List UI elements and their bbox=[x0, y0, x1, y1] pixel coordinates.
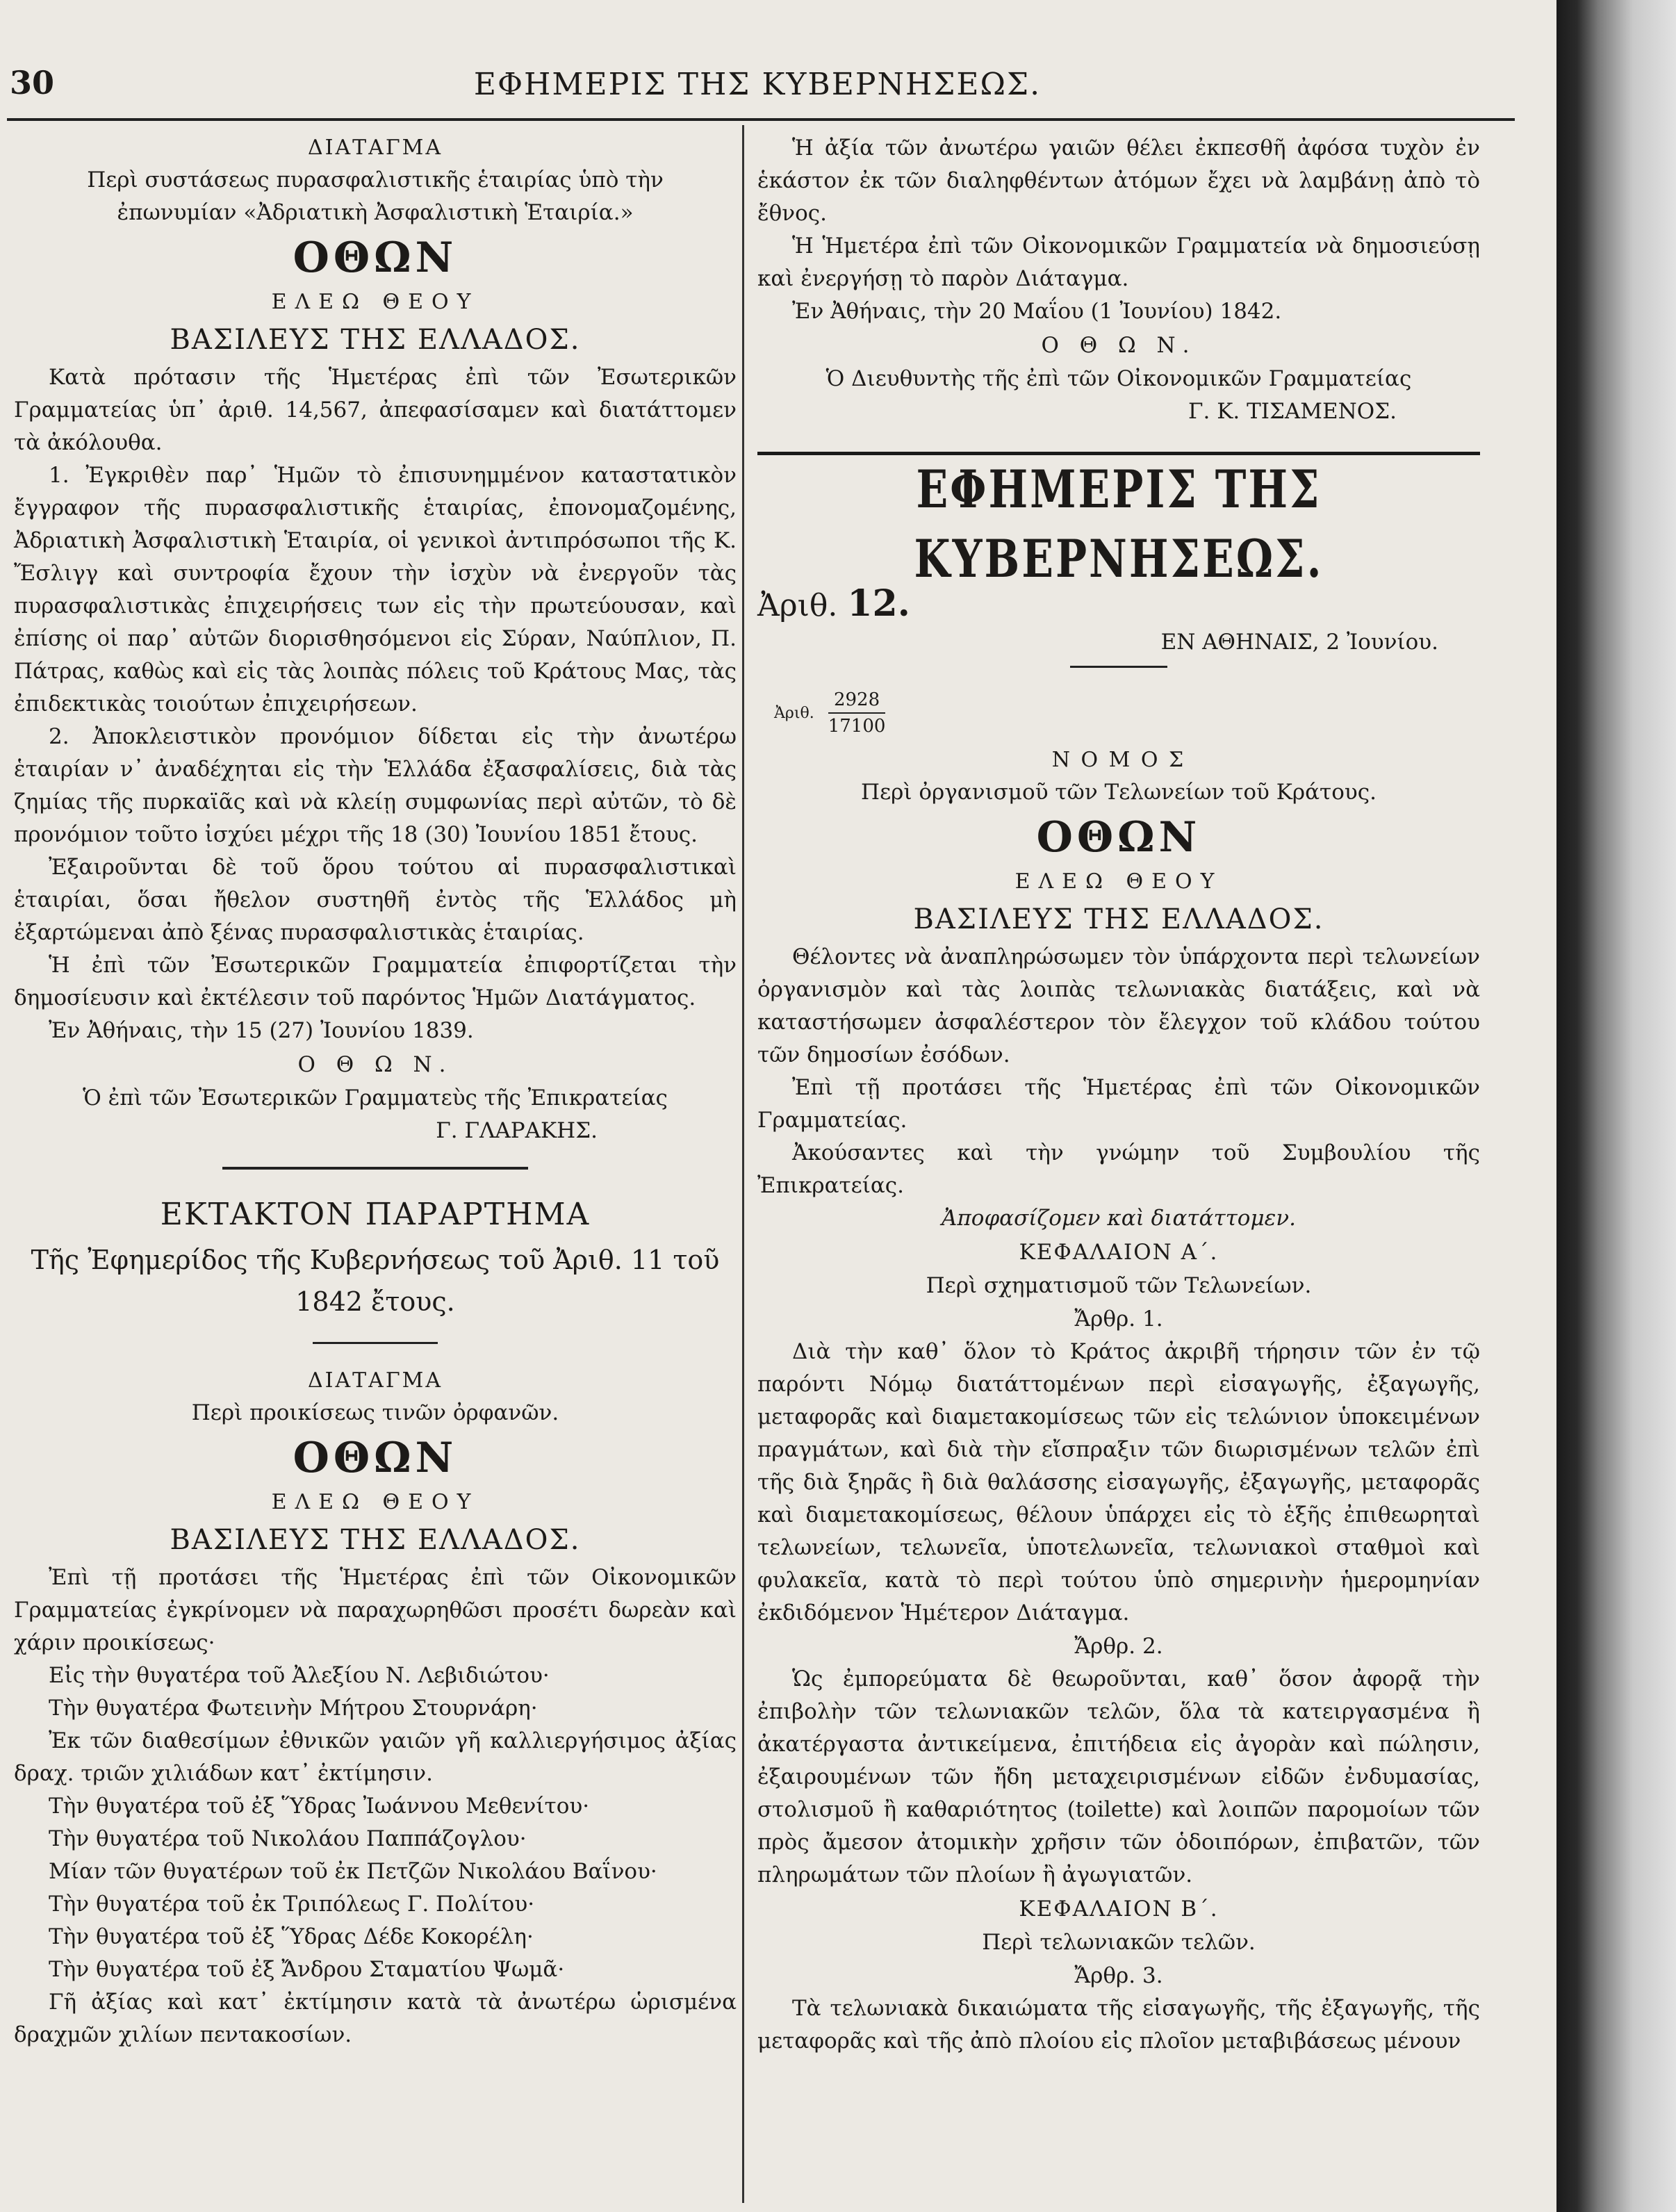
page-number: 30 bbox=[10, 64, 55, 101]
law-grace: ΕΛΕΩ ΘΕΟΥ bbox=[1014, 869, 1223, 894]
supplement-subtitle-l2: 1842 ἔτους. bbox=[295, 1286, 455, 1317]
cont-date: Ἐν Ἀθήναις, τὴν 20 Μαΐου (1 Ἰουνίου) 1842. bbox=[792, 299, 1282, 324]
decree2-grace: ΕΛΕΩ ΘΕΟΥ bbox=[271, 1490, 479, 1514]
law-subject: Περὶ ὀργανισμοῦ τῶν Τελωνείων τοῦ Κράτους. bbox=[861, 780, 1377, 805]
decree1-grace: ΕΛΕΩ ΘΕΟΥ bbox=[271, 290, 479, 314]
decree1-minister-name: Γ. ΓΛΑΡΑΚΗΣ. bbox=[436, 1118, 598, 1143]
reference-label: Ἀριθ. bbox=[774, 704, 814, 722]
place-date: ΕΝ ΑΘΗΝΑΙΣ, 2 Ἰουνίου. bbox=[1160, 630, 1438, 655]
decree1-minister-title: Ὁ ἐπὶ τῶν Ἐσωτερικῶν Γραμματεὺς τῆς Ἐπικρατείας bbox=[83, 1085, 668, 1111]
decree2-king: ΟΘΩΝ bbox=[293, 1434, 458, 1482]
fraction-bar bbox=[828, 712, 886, 714]
decree2-basileus: ΒΑΣΙΛΕΥΣ ΤΗΣ ΕΛΛΑΔΟΣ. bbox=[170, 1524, 581, 1556]
reference-bottom: 17100 bbox=[828, 716, 886, 737]
law-king: ΟΘΩΝ bbox=[1036, 813, 1201, 862]
decree1-heading: ΔΙΑΤΑΓΜΑ bbox=[307, 136, 443, 160]
decree2-line: Ἐκ τῶν διαθεσίμων ἐθνικῶν γαιῶν γῆ καλλιεργήσιμος ἀξίας δραχ. τριῶν χιλιάδων κατ᾿ ἐκτίμησιν. bbox=[14, 1728, 737, 1786]
cont-signature: Ο Θ Ω Ν. bbox=[1041, 333, 1197, 358]
issue-short-rule bbox=[1070, 666, 1167, 668]
cont-charge: Ἡ Ἡμετέρα ἐπὶ τῶν Οἰκονομικῶν Γραμματεία νὰ δημοσιεύσῃ καὶ ἐνεργήσῃ τὸ παρὸν Διάταγμα. bbox=[757, 234, 1480, 291]
decree2-line: Τὴν θυγατέρα τοῦ ἐξ Ἄνδρου Σταματίου Ψωμᾶ· bbox=[49, 1957, 565, 1982]
decree2-line: Γῆ ἀξίας καὶ κατ᾿ ἐκτίμησιν κατὰ τὰ ἀνωτέρω ὡρισμένα δραχμῶν χιλίων πεντακοσίων. bbox=[14, 1990, 737, 2047]
decree2-line: Τὴν θυγατέρα τοῦ ἐξ Ὕδρας Δέδε Κοκορέλη· bbox=[49, 1924, 534, 1949]
law-preamble-1: Θέλοντες νὰ ἀναπληρώσωμεν τὸν ὑπάρχοντα περὶ τελωνείων ὀργανισμὸν καὶ τὰς λοιπὰς τελωνιακὰς διατάξεις, καὶ νὰ καταστήσωμεν ἀσφαλέστερον τὸν ἔλεγχον τοῦ κλάδου τούτου τῶν δημοσίων ἐσόδων. bbox=[757, 944, 1480, 1067]
article-2-label: Ἄρθρ. 2. bbox=[1074, 1634, 1163, 1659]
book-binding-edge bbox=[1556, 0, 1676, 2212]
article-3-label: Ἄρθρ. 3. bbox=[1074, 1963, 1163, 1988]
decree1-charge: Ἡ ἐπὶ τῶν Ἐσωτερικῶν Γραμματεία ἐπιφορτίζεται τὴν δημοσίευσιν καὶ ἐκτέλεσιν τοῦ παρόντος Ἡμῶν Διατάγματος. bbox=[14, 953, 737, 1010]
decree1-date: Ἐν Ἀθήναις, τὴν 15 (27) Ἰουνίου 1839. bbox=[49, 1018, 474, 1043]
chapter-a: ΚΕΦΑΛΑΙΟΝ Α΄. bbox=[1019, 1240, 1219, 1265]
article-3-text: Τὰ τελωνιακὰ δικαιώματα τῆς εἰσαγωγῆς, τῆς ἐξαγωγῆς, τῆς μεταφορᾶς καὶ τῆς ἀπὸ πλοίου εἰς πλοῖον μεταβιβάσεως μένουν bbox=[757, 1996, 1480, 2054]
decree2-line: Εἰς τὴν θυγατέρα τοῦ Ἀλεξίου Ν. Λεβιδιώτου· bbox=[49, 1663, 550, 1688]
decree2-line: Τὴν θυγατέρα τοῦ Νικολάου Παππάζογλου· bbox=[49, 1826, 527, 1851]
article-2-text: Ὡς ἐμπορεύματα δὲ θεωροῦνται, καθ᾿ ὅσον ἀφορᾷ τὴν ἐπιβολὴν τῶν τελωνιακῶν τελῶν, ὅλα τὰ κατειργασμένα ἢ ἀκατέργαστα ἀντικείμενα, ἐπιτήδεια εἰς ἀγορὰν καὶ πώλησιν, ἐξαιρουμένων τῶν ἤδη μεταχειρισμένων εἰδῶν ἐνδυμασίας, στολισμοῦ ἢ καθαριότητος (toilette) καὶ λοιπῶν παρομοίων τῶν πρὸς ἄμεσον ἀτομικὴν χρῆσιν τῶν ὁδοιπόρων, ἐπιβατῶν, τῶν πληρωμάτων τῶν πλοίων ἢ ἀγωγιατῶν. bbox=[757, 1666, 1480, 1887]
law-decision: Ἀποφασίζομεν καὶ διατάττομεν. bbox=[942, 1206, 1296, 1231]
left-column bbox=[14, 132, 737, 2051]
decree1-exception: Ἐξαιροῦνται δὲ τοῦ ὅρου τούτου αἱ πυρασφαλιστικαὶ ἑταιρίαι, ὅσαι ἤθελον συστηθῆ ἐντὸς τῆς Ἑλλάδος μὴ ἐξαρτώμεναι ἀπὸ ξένας πυρασφαλιστικὰς ἑταιρίας. bbox=[14, 855, 737, 945]
article-1-label: Ἄρθρ. 1. bbox=[1074, 1306, 1163, 1332]
reference-top: 2928 bbox=[833, 689, 880, 710]
decree2-line: Τὴν θυγατέρα τοῦ ἐξ Ὕδρας Ἰωάννου Μεθενίτου· bbox=[49, 1794, 590, 1819]
cont-value: Ἡ ἀξία τῶν ἀνωτέρω γαιῶν θέλει ἐκπεσθῆ ἀφόσα τυχὸν ἐν ἑκάστον ἐκ τῶν διαληφθέντων ἀτόμων ἔχει νὰ λαμβάνῃ ἀπὸ τὸ ἔθνος. bbox=[757, 136, 1480, 226]
decree1-signature: Ο Θ Ω Ν. bbox=[297, 1052, 453, 1077]
law-basileus: ΒΑΣΙΛΕΥΣ ΤΗΣ ΕΛΛΑΔΟΣ. bbox=[913, 903, 1324, 935]
law-preamble-3: Ἀκούσαντες καὶ τὴν γνώμην τοῦ Συμβουλίου τῆς Ἐπικρατείας. bbox=[757, 1140, 1480, 1198]
decree2-line: Μίαν τῶν θυγατέρων τοῦ ἐκ Πετζῶν Νικολάου Βαΐνου· bbox=[49, 1859, 657, 1884]
reference-number bbox=[774, 689, 1480, 737]
reference-fraction bbox=[828, 689, 886, 737]
decree2-preamble: Ἐπὶ τῇ προτάσει τῆς Ἡμετέρας ἐπὶ τῶν Οἰκονομικῶν Γραμματείας ἐγκρίνομεν νὰ παραχωρηθῶσι προσέτι δωρεὰν καὶ χάριν προικίσεως· bbox=[14, 1565, 737, 1655]
cont-director-title: Ὁ Διευθυντὴς τῆς ἐπὶ τῶν Οἰκονομικῶν Γραμματείας bbox=[825, 366, 1412, 391]
supplement-subtitle-l1: Τῆς Ἐφημερίδος τῆς Κυβερνήσεως τοῦ Ἀριθ. 11 τοῦ bbox=[31, 1245, 720, 1275]
chapter-b-subtitle: Περὶ τελωνιακῶν τελῶν. bbox=[982, 1930, 1256, 1955]
decree1-article-2: 2. Ἀποκλειστικὸν προνόμιον δίδεται εἰς τὴν ἀνωτέρω ἑταιρίαν ν᾿ ἀναδέχηται εἰς τὴν Ἑλλάδα ἐξασφαλίσεις, διὰ τὰς ζημίας τῆς πυρκαϊᾶς καὶ νὰ κλείῃ συμφωνίας περὶ αὐτῶν, τὸ δὲ προνόμιον τοῦτο ἰσχύει μέχρι τῆς 18 (30) Ἰουνίου 1851 ἔτους. bbox=[14, 724, 737, 847]
chapter-b: ΚΕΦΑΛΑΙΟΝ Β΄. bbox=[1019, 1896, 1219, 1922]
issue-label: Ἀριθ. bbox=[757, 588, 838, 623]
decree2-line: Τὴν θυγατέρα τοῦ ἐκ Τριπόλεως Γ. Πολίτου· bbox=[49, 1892, 535, 1917]
decree2-line: Τὴν θυγατέρα Φωτεινὴν Μήτρου Στουρνάρη· bbox=[49, 1696, 538, 1721]
cont-director-name: Γ. Κ. ΤΙΣΑΜΕΝΟΣ. bbox=[1188, 399, 1397, 424]
decree1-king: ΟΘΩΝ bbox=[293, 234, 458, 282]
section-rule bbox=[222, 1167, 528, 1170]
supplement-rule bbox=[313, 1342, 438, 1344]
decree1-basileus: ΒΑΣΙΛΕΥΣ ΤΗΣ ΕΛΛΑΔΟΣ. bbox=[170, 324, 581, 356]
law-heading: Ν Ο Μ Ο Σ bbox=[1051, 748, 1186, 772]
running-title: ΕΦΗΜΕΡΙΣ ΤΗΣ ΚΥΒΕΡΝΗΣΕΩΣ. bbox=[473, 67, 1042, 102]
decree2-heading: ΔΙΑΤΑΓΜΑ bbox=[307, 1368, 443, 1393]
decree1-preamble: Κατὰ πρότασιν τῆς Ἡμετέρας ἐπὶ τῶν Ἐσωτερικῶν Γραμματείας ὑπ᾿ ἀριθ. 14,567, ἀπεφασίσαμεν καὶ διατάττομεν τὰ ἀκόλουθα. bbox=[14, 365, 737, 455]
article-1-text: Διὰ τὴν καθ᾿ ὅλον τὸ Κράτος ἀκριβῆ τήρησιν τῶν ἐν τῷ παρόντι Νόμῳ διατάττομένων περὶ εἰσαγωγῆς, ἐξαγωγῆς, μεταφορᾶς καὶ διαμετακομίσεως τῶν εἰς τελώνιον ὑποκειμένων πραγμάτων, καὶ διὰ τὴν εἴσπραξιν τῶν διωρισμένων τελῶν ἐπὶ τῆς διὰ ξηρᾶς ἢ διὰ θαλάσσης εἰσαγωγῆς, ἐξαγωγῆς, μεταφορᾶς καὶ διαμετακομίσεως, θέλουν ὑπάρχει εἰς τὸ ἑξῆς ἐπιθεωρηταὶ τελωνείων, τελωνεῖα, ὑποτελωνεῖα, τελωνιακοὶ σταθμοὶ καὶ φυλακεῖα, κατὰ τὸ περὶ τούτου ὑπὸ σημερινὴν ἡμερομηνίαν ἐκδιδόμενον Ἡμέτερον Διάταγμα. bbox=[757, 1339, 1480, 1625]
chapter-a-subtitle: Περὶ σχηματισμοῦ τῶν Τελωνείων. bbox=[926, 1273, 1312, 1298]
decree1-subject-l2: ἐπωνυμίαν «Ἀδριατικὴ Ἀσφαλιστικὴ Ἑταιρία.» bbox=[117, 200, 634, 225]
right-column bbox=[757, 132, 1480, 2058]
supplement-title: ΕΚΤΑΚΤΟΝ ΠΑΡΑΡΤΗΜΑ bbox=[160, 1197, 591, 1232]
decree1-subject-l1: Περὶ συστάσεως πυρασφαλιστικῆς ἑταιρίας ὑπὸ τὴν bbox=[87, 167, 664, 192]
column-rule bbox=[742, 125, 744, 2203]
issue-number: 12. bbox=[847, 582, 910, 625]
decree1-article-1: 1. Ἐγκριθὲν παρ᾿ Ἡμῶν τὸ ἐπισυνημμένον καταστατικὸν ἔγγραφον τῆς πυρασφαλιστικῆς ἑταιρίας, ἐπονομαζομένης, Ἀδριατικὴ Ἀσφαλιστικὴ Ἑταιρία, οἱ γενικοὶ ἀντιπρόσωποι τῆς Κ. Ἔσλιγγ καὶ συντροφία ἔχουν τὴν ἰσχὺν νὰ ἐνεργοῦν τὰς πυρασφαλιστικὰς ἐπιχειρήσεις των εἰς τὴν πρωτεύουσαν, καὶ ἐπίσης οἱ παρ᾿ αὐτῶν διορισθησόμενοι εἰς Σύραν, Ναύπλιον, Π. Πάτρας, καθὼς καὶ εἰς τὰς λοιπὰς πόλεις τοῦ Κράτους Μας, τὰς ἐπιδεκτικὰς τοιούτων ἐπιχειρήσεων. bbox=[14, 463, 737, 716]
header-rule bbox=[7, 118, 1515, 121]
decree2-subject: Περὶ προικίσεως τινῶν ὀρφανῶν. bbox=[191, 1400, 559, 1425]
gazette-masthead: ΕΦΗΜΕΡΙΣ ΤΗΣ ΚΥΒΕΡΝΗΣΕΩΣ. bbox=[914, 459, 1324, 590]
law-preamble-2: Ἐπὶ τῇ προτάσει τῆς Ἡμετέρας ἐπὶ τῶν Οἰκονομικῶν Γραμματείας. bbox=[757, 1075, 1480, 1133]
